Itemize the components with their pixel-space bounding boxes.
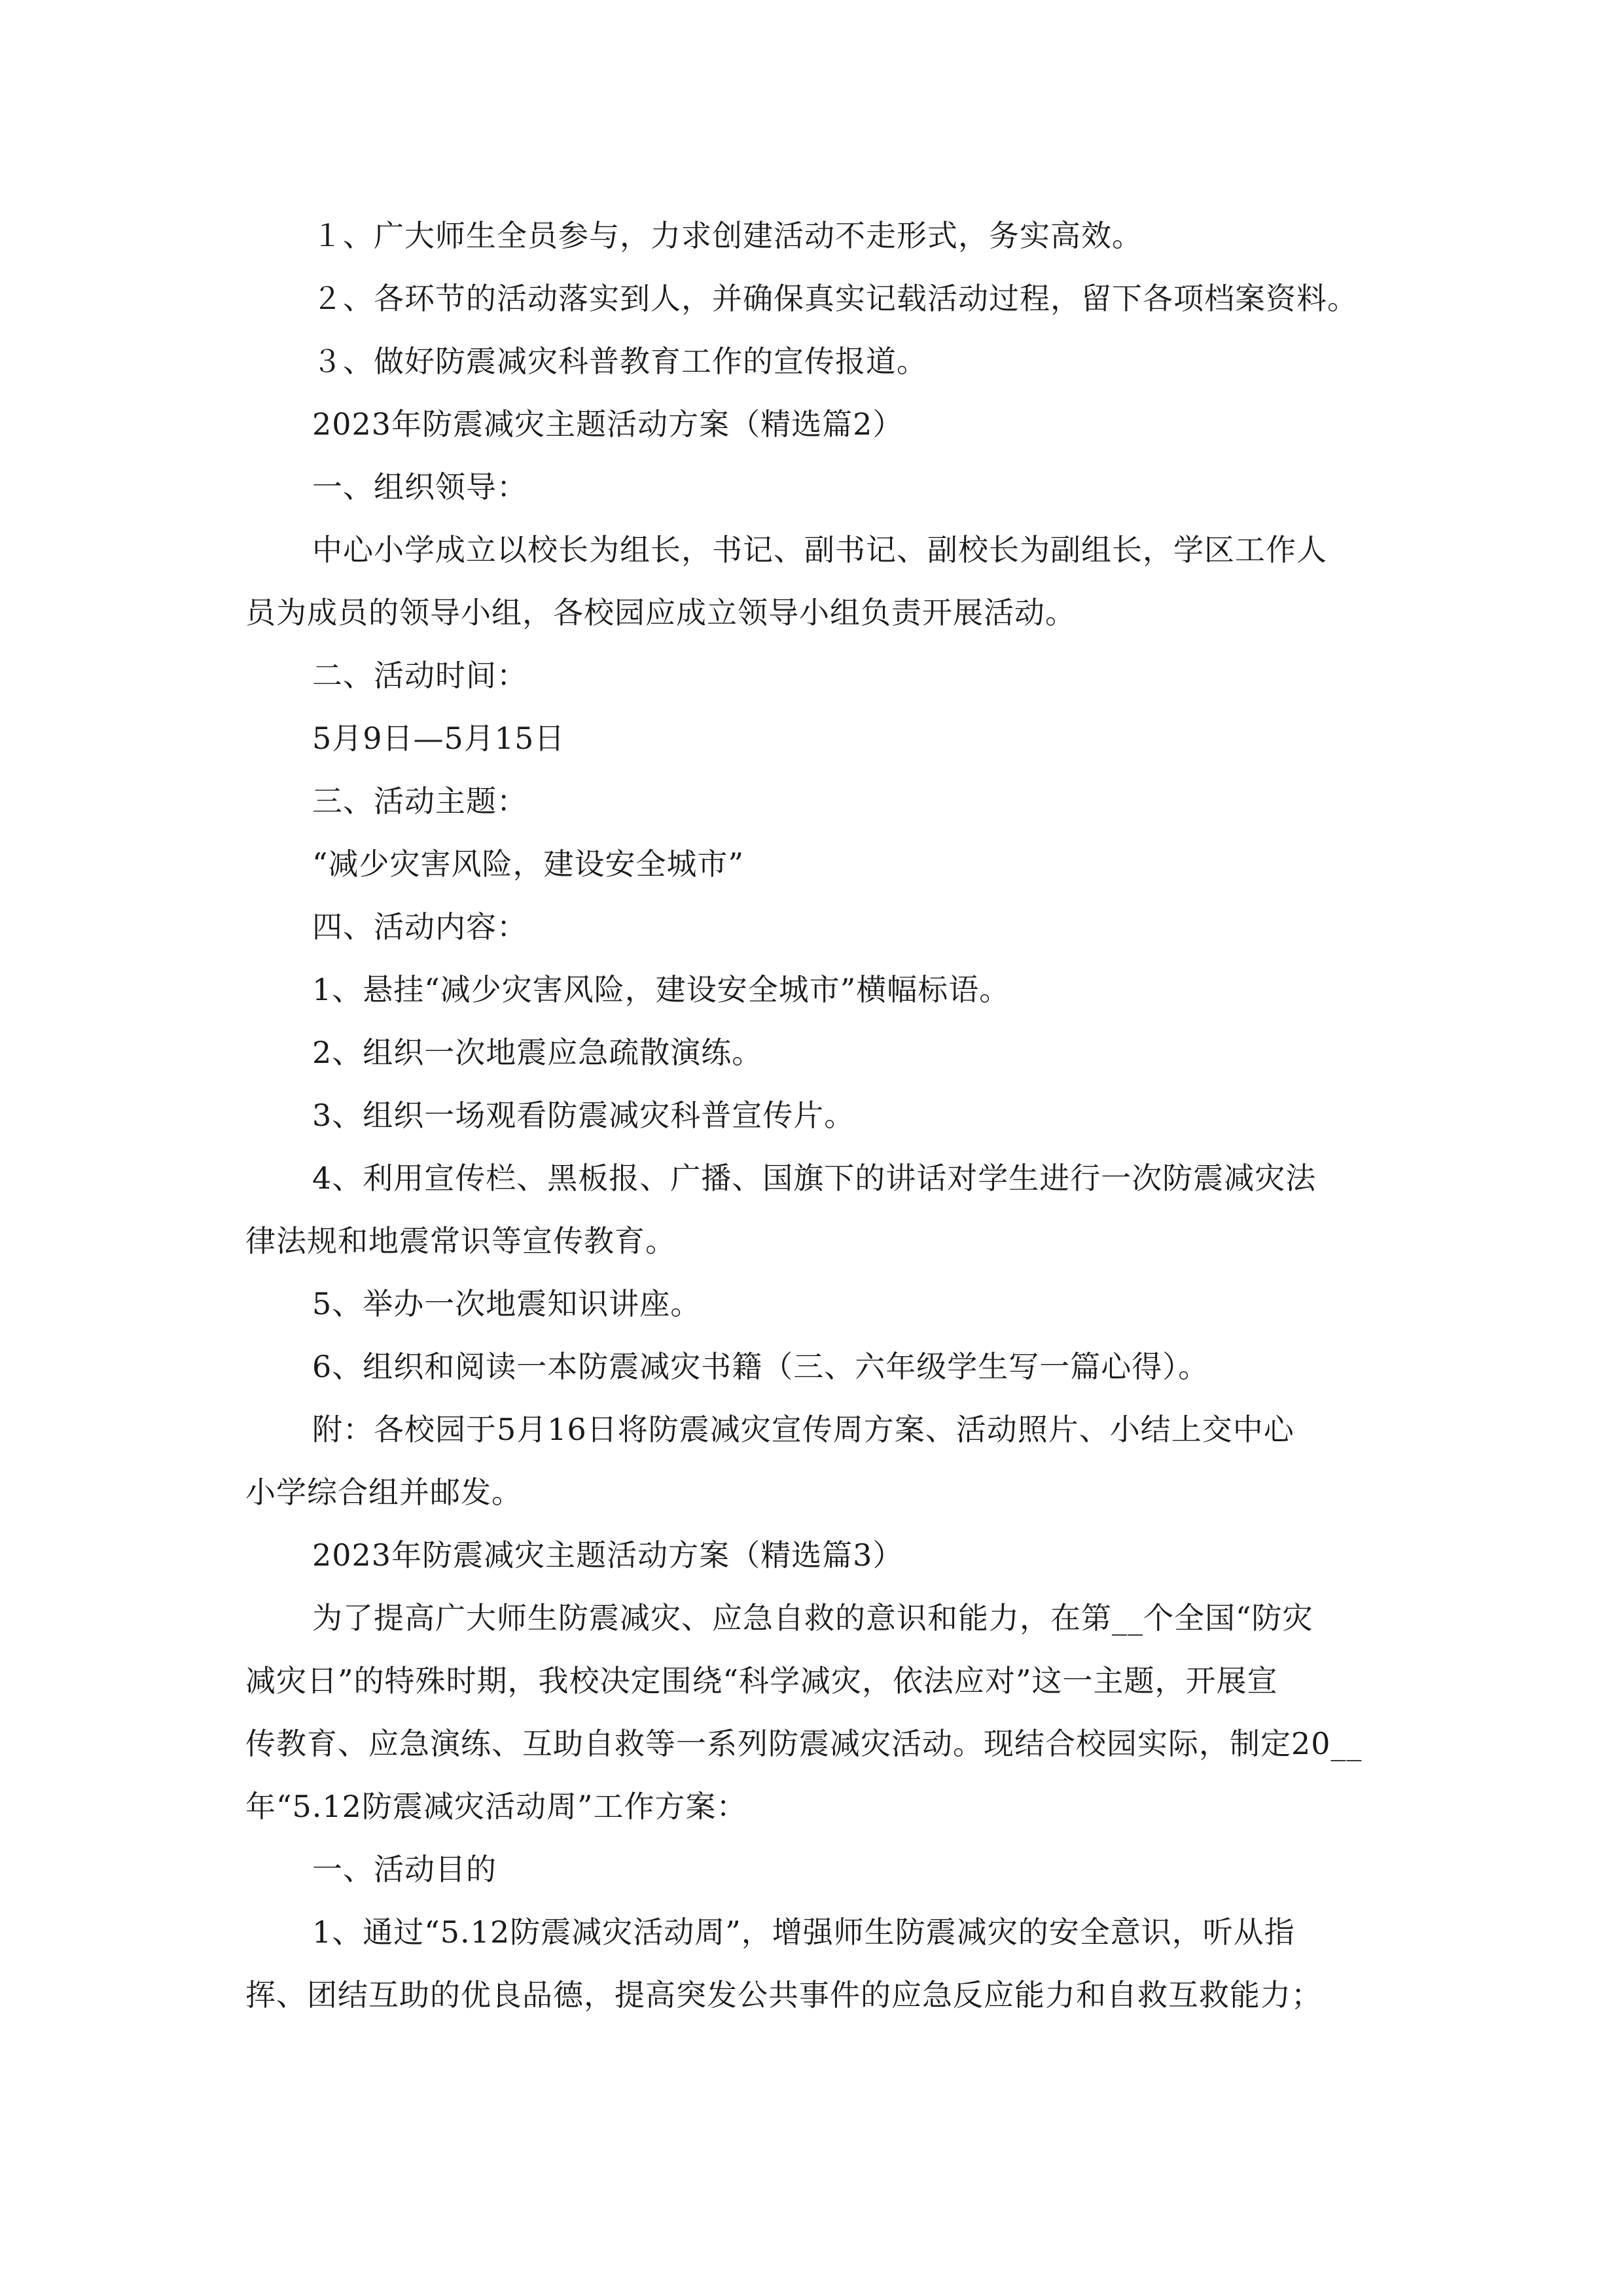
paragraph-line: 为了提高广大师生防震减灾、应急自救的意识和能力，在第__个全国“防灾 — [312, 1600, 1313, 1636]
paragraph-line: 小学综合组并邮发。 — [245, 1475, 522, 1510]
paragraph-line: 减灾日”的特殊时期，我校决定围绕“科学减灾，依法应对”这一主题，开展宣 — [245, 1663, 1278, 1698]
section-heading: 一、活动目的 — [312, 1852, 497, 1887]
paragraph-line: ２、各环节的活动落实到人，并确保真实记载活动过程，留下各项档案资料。 — [312, 281, 1358, 316]
section-title: 2023年防震减灾主题活动方案（精选篇2） — [312, 406, 904, 442]
paragraph-line: １、广大师生全员参与，力求创建活动不走形式，务实高效。 — [312, 218, 1143, 253]
paragraph-line: 传教育、应急演练、互助自救等一系列防震减灾活动。现结合校园实际，制定20__ — [245, 1726, 1363, 1761]
list-item: 1、通过“5.12防震减灾活动周”，增强师生防震减灾的安全意识，听从指 — [312, 1914, 1295, 1950]
paragraph-line: 中心小学成立以校长为组长，书记、副书记、副校长为副组长，学区工作人 — [312, 532, 1327, 567]
list-item: 6、组织和阅读一本防震减灾书籍（三、六年级学生写一篇心得）。 — [312, 1349, 1209, 1384]
paragraph-line: ３、做好防震减灾科普教育工作的宣传报道。 — [312, 344, 927, 379]
paragraph-line: 年“5.12防震减灾活动周”工作方案： — [245, 1789, 747, 1824]
list-item: 1、悬挂“减少灾害风险，建设安全城市”横幅标语。 — [312, 972, 1010, 1007]
section-heading: 二、活动时间： — [312, 658, 527, 693]
list-item: 4、利用宣传栏、黑板报、广播、国旗下的讲话对学生进行一次防震减灾法 — [312, 1160, 1317, 1196]
paragraph-line: 挥、团结互助的优良品德，提高突发公共事件的应急反应能力和自救互救能力； — [245, 1977, 1322, 2013]
paragraph-line: 律法规和地震常识等宣传教育。 — [245, 1223, 676, 1259]
paragraph-line: 附：各校园于5月16日将防震减灾宣传周方案、活动照片、小结上交中心 — [312, 1412, 1294, 1447]
section-heading: 四、活动内容： — [312, 909, 527, 944]
list-item: 5、举办一次地震知识讲座。 — [312, 1286, 702, 1321]
paragraph-line: “减少灾害风险，建设安全城市” — [312, 846, 745, 882]
section-heading: 一、组织领导： — [312, 469, 527, 505]
document-body — [245, 204, 1378, 2026]
list-item: 2、组织一次地震应急疏散演练。 — [312, 1035, 763, 1070]
section-title: 2023年防震减灾主题活动方案（精选篇3） — [312, 1537, 904, 1573]
paragraph-line: 5月9日—5月15日 — [312, 721, 565, 756]
list-item: 3、组织一场观看防震减灾科普宣传片。 — [312, 1098, 855, 1133]
paragraph-line: 员为成员的领导小组，各校园应成立领导小组负责开展活动。 — [245, 595, 1076, 630]
section-heading: 三、活动主题： — [312, 783, 527, 819]
